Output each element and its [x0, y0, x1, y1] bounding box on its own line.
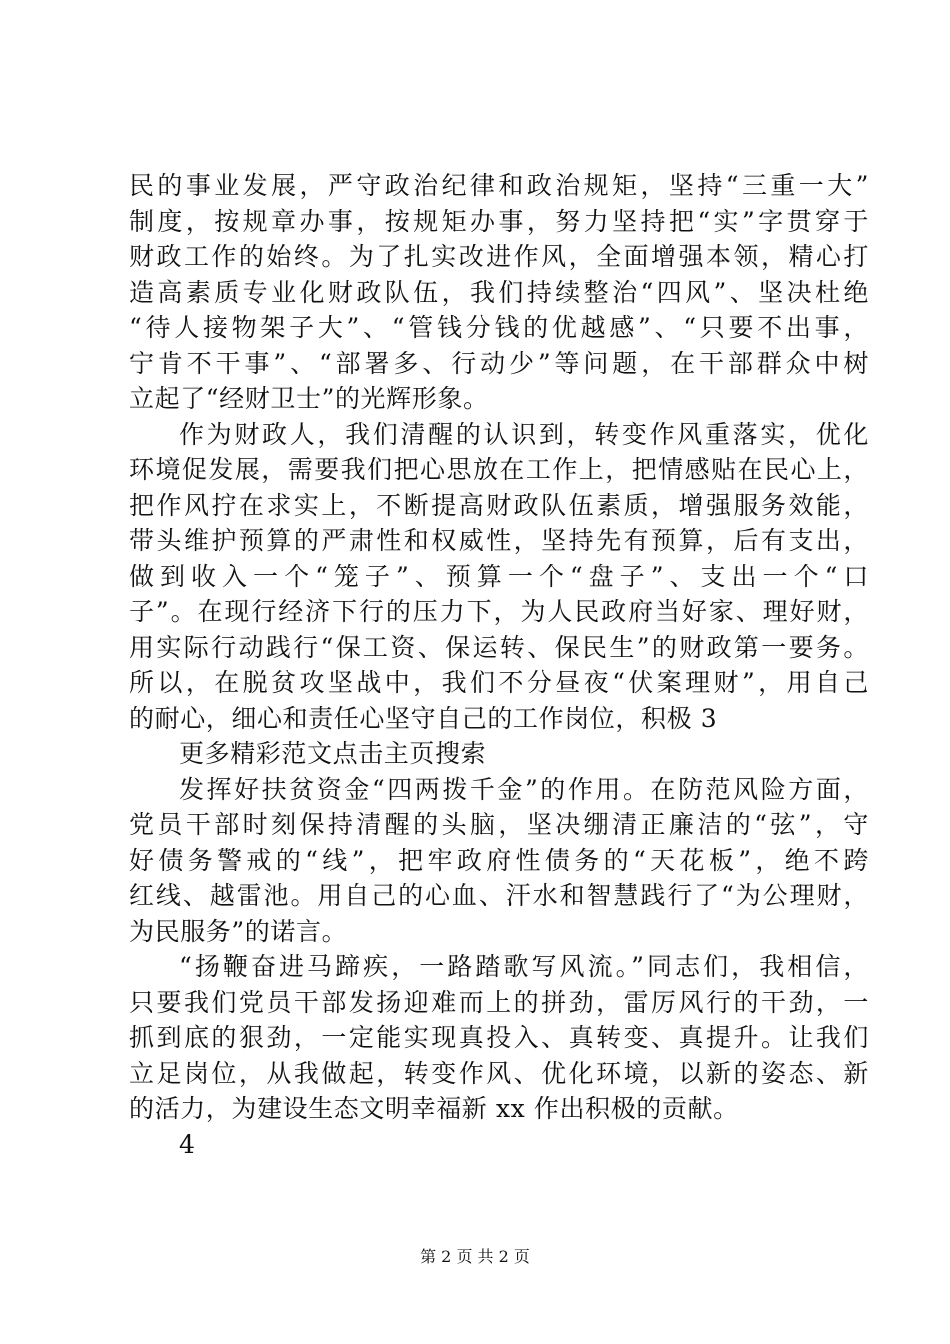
text-line: 的活力，为建设生态文明幸福新 xx 作出积极的贡献。	[129, 1094, 739, 1123]
text-line: 作为财政人，我们清醒的认识到，转变作风重落实，优化	[179, 419, 869, 449]
text-line: 好债务警戒的“线”，把牢政府性债务的“天花板”，绝不跨	[129, 845, 869, 875]
page-fragment-number: 4	[179, 1129, 196, 1159]
text-line: “扬鞭奋进马蹄疾，一路踏歌写风流。”同志们，我相信，	[179, 952, 869, 981]
more-samples-note: 更多精彩范文点击主页搜索	[179, 739, 487, 768]
text-line: 财政工作的始终。为了扎实改进作风，全面增强本领，精心打	[129, 242, 869, 271]
text-line: 立足岗位，从我做起，转变作风、优化环境，以新的姿态、新	[129, 1058, 869, 1088]
text-line: 的耐心，细心和责任心坚守自己的工作岗位，积极 3	[129, 703, 718, 733]
text-line: 用实际行动践行“保工资、保运转、保民生”的财政第一要务。	[129, 632, 869, 662]
text-line: 子”。在现行经济下行的压力下，为人民政府当好家、理好财，	[129, 597, 869, 626]
text-line: 所以，在脱贫攻坚战中，我们不分昼夜“伏案理财”，用自己	[129, 668, 869, 697]
text-line: 为民服务”的诺言。	[129, 916, 348, 946]
text-line: 党员干部时刻保持清醒的头脑，坚决绷清正廉洁的“弦”，守	[129, 810, 869, 839]
text-line: 环境促发展，需要我们把心思放在工作上，把情感贴在民心上，	[129, 455, 869, 484]
text-line: 红线、越雷池。用自己的心血、汗水和智慧践行了“为公理财，	[129, 881, 869, 910]
text-line: 做到收入一个“笼子”、预算一个“盘子”、支出一个“口	[129, 561, 869, 591]
text-line: 只要我们党员干部发扬迎难而上的拼劲，雷厉风行的干劲，一	[129, 987, 869, 1017]
text-line: 立起了“经财卫士”的光辉形象。	[129, 384, 489, 413]
text-line: 制度，按规章办事，按规矩办事，努力坚持把“实”字贯穿于	[129, 206, 869, 236]
document-body	[129, 168, 869, 1162]
text-line: 把作风拧在求实上，不断提高财政队伍素质，增强服务效能，	[129, 490, 869, 520]
text-line: 发挥好扶贫资金“四两拨千金”的作用。在防范风险方面，	[179, 774, 869, 804]
text-line: 民的事业发展，严守政治纪律和政治规矩，坚持“三重一大”	[129, 171, 869, 200]
page-footer: 第 2 页 共 2 页	[420, 1247, 530, 1266]
text-line: 造高素质专业化财政队伍，我们持续整治“四风”、坚决杜绝	[129, 277, 869, 307]
text-line: 宁肯不干事”、“部署多、行动少”等问题，在干部群众中树	[129, 348, 869, 378]
text-line: 抓到底的狠劲，一定能实现真投入、真转变、真提升。让我们	[129, 1023, 869, 1052]
text-line: 带头维护预算的严肃性和权威性，坚持先有预算，后有支出，	[129, 526, 869, 555]
text-line: “待人接物架子大”、“管钱分钱的优越感”、“只要不出事，	[129, 313, 869, 342]
